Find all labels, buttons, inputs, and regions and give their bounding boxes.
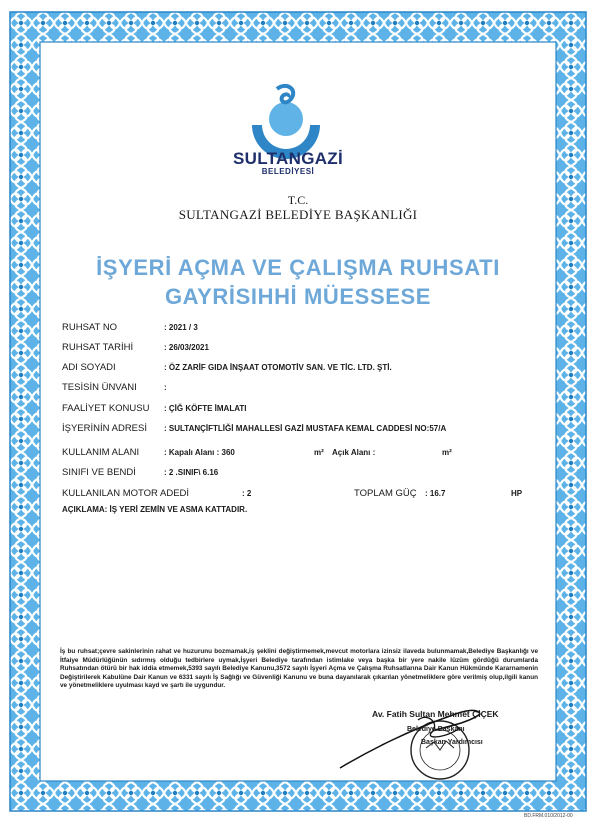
field-label: TESİSİN ÜNVANI (62, 382, 137, 393)
field-value: : ÇİĞ KÖFTE İMALATI (164, 404, 247, 413)
signer-position: Başkan Yardımcısı (421, 739, 483, 746)
signer-title: Belediye Başkanı (407, 726, 465, 733)
logo-wordmark (228, 150, 348, 177)
field-label: FAALİYET KONUSU (62, 403, 150, 414)
office-heading: SULTANGAZİ BELEDİYE BAŞKANLIĞI (178, 207, 418, 222)
tc-heading: T.C. (287, 193, 309, 207)
field-kapali-alan: : Kapalı Alanı : 360 (164, 448, 235, 457)
document-title: İŞYERİ AÇMA VE ÇALIŞMA RUHSATI (96, 255, 500, 280)
logo-name: SULTANGAZİ (232, 149, 344, 168)
field-label: KULLANIM ALANI (62, 447, 140, 458)
field-value: : ÖZ ZARİF GIDA İNŞAAT OTOMOTİV SAN. VE TİC. LTD. ŞTİ. (164, 363, 392, 372)
field-guc-label: TOPLAM GÜÇ (354, 488, 417, 499)
signer-name: Av. Fatih Sultan Mehmet ÇİÇEK (372, 709, 499, 719)
field-value: : 2 (242, 489, 252, 498)
aciklama-text: AÇIKLAMA: İŞ YERİ ZEMİN VE ASMA KATTADIR. (62, 505, 248, 514)
field-label: RUHSAT NO (62, 322, 118, 333)
logo-subtitle: BELEDİYESİ (261, 167, 315, 176)
field-label: ADI SOYADI (62, 362, 116, 373)
document-subtitle: GAYRİSIHHİ MÜESSESE (164, 284, 432, 309)
legal-notice: İş bu ruhsat;çevre sakinlerinin rahat ve huzurunu bozmamak,iş şeklini değiştirmemek,mevcut motorlara izinsiz ilaveda bulunmamak,Belediye Başkanlığı ve İtfaiye Müdürlüğünün sıdırmış olduğu tedbirlere uymak,İşyeri Belediye tarafından istimlake veya başka bir yere nakile lüzüm gördüğü durumlarda Ruhsatından ötürü bir hak iddia etmemek,5393 sayılı Belediye Kanunu,3572 sayılı İşyeri Açma ve Çalışma Ruhsatlarına Dair Kanun Hükmünde Kararnamenin Değiştirilerek Kabulüne Dair Kanun ve 6331 sayılı İş Sağlığı ve Güvenliği Kanunu ve buna dayanılarak çıkarılan yönetmeliklere göre verilmiş olup,ilgili kanun ve yönetmeliklere uyulması kayd ve şartı ile uygundur. (60, 648, 538, 690)
field-value: : SULTANÇİFTLİĞİ MAHALLESİ GAZİ MUSTAFA KEMAL CADDESİ NO:57/A (164, 424, 447, 433)
field-kapali-unit: m² (314, 448, 324, 457)
field-acik-unit: m² (442, 448, 452, 457)
field-guc-value: : 16.7 (425, 489, 446, 498)
field-value: : (164, 383, 167, 392)
field-label: KULLANILAN MOTOR ADEDİ (62, 488, 190, 499)
document-number: BD.FRM.010/2012-00 (524, 813, 573, 819)
field-acik-alan: Açık Alanı : (332, 448, 376, 457)
field-value: : 2 .SINIF\ 6.16 (164, 468, 219, 477)
field-label: RUHSAT TARİHİ (62, 342, 134, 353)
field-value: : 2021 / 3 (164, 323, 198, 332)
field-value: : 26/03/2021 (164, 343, 209, 352)
field-label: SINIFI VE BENDİ (62, 467, 136, 478)
field-guc-unit: HP (511, 489, 523, 498)
field-label: İŞYERİNİN ADRESİ (62, 423, 147, 434)
